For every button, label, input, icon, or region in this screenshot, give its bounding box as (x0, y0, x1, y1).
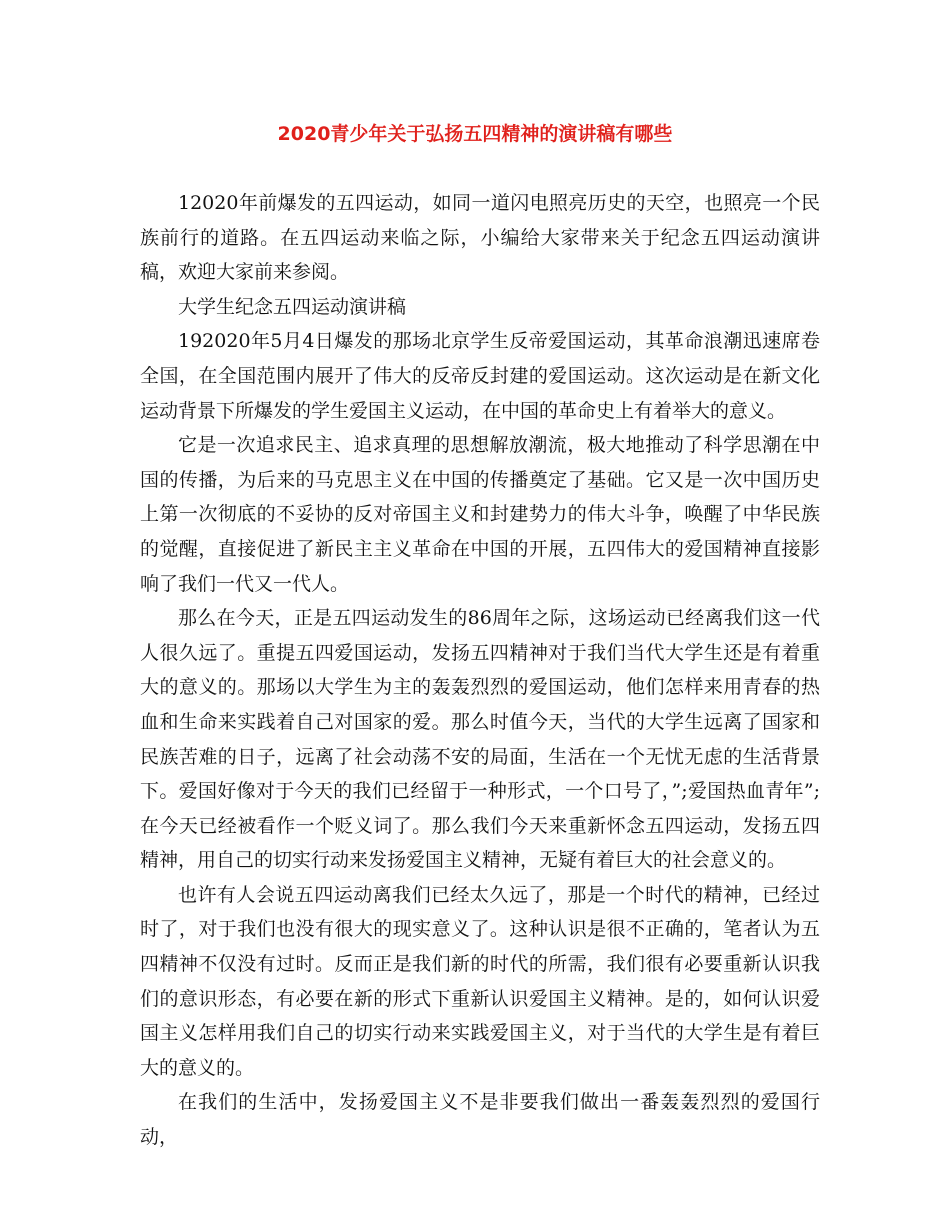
paragraph-significance: 它是一次追求民主、追求真理的思想解放潮流，极大地推动了科学思潮在中国的传播，为后来的马克思主义在中国的传播奠定了基础。它又是一次中国历史上第一次彻底的不妥协的反对帝国主义和封建势力的伟大斗争，唤醒了中华民族的觉醒，直接促进了新民主主义革命在中国的开展，五四伟大的爱国精神直接影响了我们一代又一代人。 (140, 434, 820, 595)
paragraph-today: 那么在今天，正是五四运动发生的86周年之际，这场运动已经离我们这一代人很久远了。重提五四爱国运动，发扬五四精神对于我们当代大学生还是有着重大的意义的。那场以大学生为主的轰轰烈烈的爱国运动，他们怎样来用青春的热血和生命来实践着自己对国家的爱。那么时值今天，当代的大学生远离了国家和民族苦难的日子，远离了社会动荡不安的局面，生活在一个无忧无虑的生活背景下。爱国好像对于今天的我们已经留于一种形式，一个口号了，”;爱国热血青年”;在今天已经被看作一个贬义词了。那么我们今天来重新怀念五四运动，发扬五四精神，用自己的切实行动来发扬爱国主义精神，无疑有着巨大的社会意义的。 (140, 607, 820, 872)
paragraph-subheading: 大学生纪念五四运动演讲稿 (178, 295, 407, 318)
paragraph-daily-life: 在我们的生活中，发扬爱国主义不是非要我们做出一番轰轰烈烈的爱国行动， (140, 1091, 820, 1149)
paragraph-relevance: 也许有人会说五四运动离我们已经太久远了，那是一个时代的精神，已经过时了，对于我们也没有很大的现实意义了。这种认识是很不正确的，笔者认为五四精神不仅没有过时。反而正是我们新的时代的所需，我们很有必要重新认识我们的意识形态，有必要在新的形式下重新认识爱国主义精神。是的，如何认识爱国主义怎样用我们自己的切实行动来实践爱国主义，对于当代的大学生是有着巨大的意义的。 (140, 883, 820, 1079)
paragraph-intro: 12020年前爆发的五四运动，如同一道闪电照亮历史的天空，也照亮一个民族前行的道路。在五四运动来临之际，小编给大家带来关于纪念五四运动演讲稿，欢迎大家前来参阅。 (140, 192, 820, 284)
paragraph-history: 192020年5月4日爆发的那场北京学生反帝爱国运动，其革命浪潮迅速席卷全国，在全国范围内展开了伟大的反帝反封建的爱国运动。这次运动是在新文化运动背景下所爆发的学生爱国主义运动，在中国的革命史上有着举大的意义。 (140, 330, 820, 422)
document-body (140, 186, 820, 1155)
document-title: 2020青少年关于弘扬五四精神的演讲稿有哪些 (277, 123, 673, 145)
